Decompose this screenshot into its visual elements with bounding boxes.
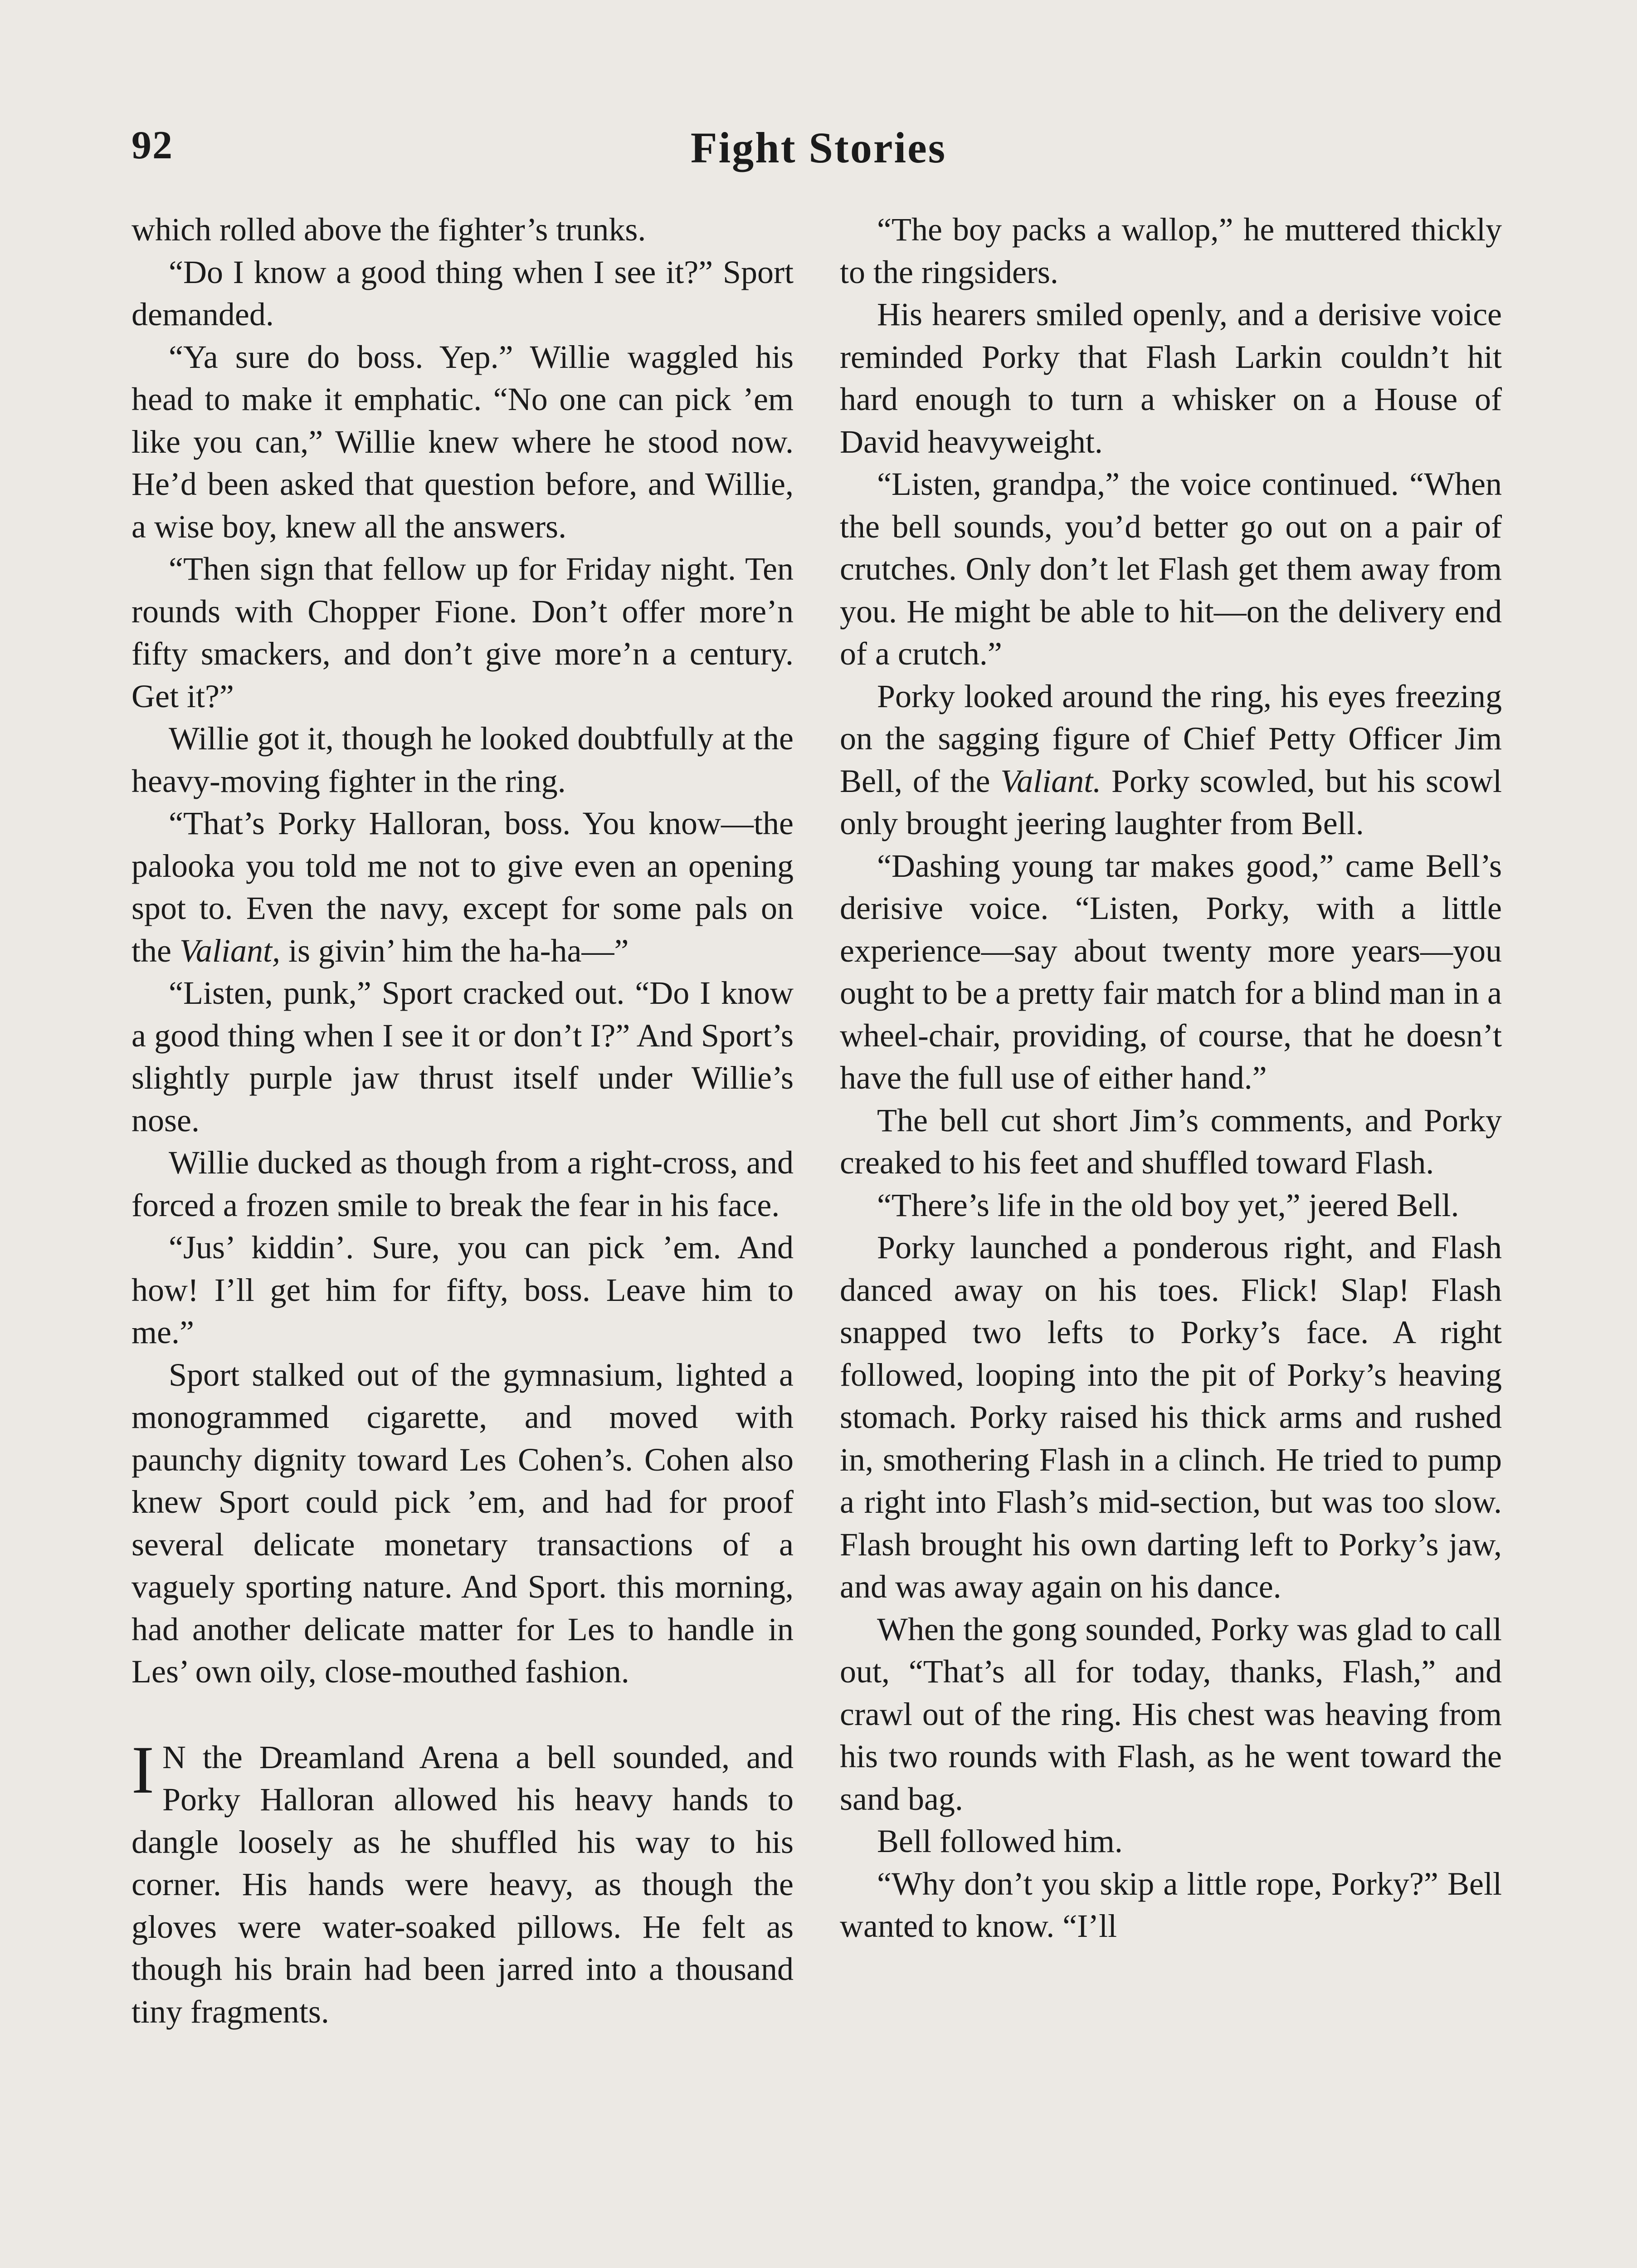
- paragraph: “Listen, punk,” Sport cracked out. “Do I know a good thing when I see it or don’t I?” And Sport’s slightly purple jaw thrust itself under Willie’s nose.: [132, 975, 794, 1139]
- section-break: [132, 1693, 794, 1736]
- paragraph: “Why don’t you skip a little rope, Porky?” Bell wanted to know. “I’ll: [840, 1865, 1502, 1944]
- paragraph: “The boy packs a wallop,” he muttered thickly to the ringsiders.: [840, 211, 1502, 290]
- paragraph: “Jus’ kiddin’. Sure, you can pick ’em. And how! I’ll get him for fifty, boss. Leave him to me.”: [132, 1229, 794, 1350]
- paragraph: Willie got it, though he looked doubtfully at the heavy-moving fighter in the ring.: [132, 720, 794, 799]
- paragraph: [132, 802, 794, 972]
- paragraph: Porky launched a ponderous right, and Flash danced away on his toes. Flick! Slap! Flash snapped two lefts to Porky’s face. A right followed, looping into the pit of Porky’s heaving stomach. Porky raised his thick arms and rushed in, smothering Flash in a clinch. He tried to pump a right into Flash’s mid-section, but was too slow. Flash brought his own darting left to Porky’s jaw, and was away again on his dance.: [840, 1229, 1502, 1605]
- paragraph: “Listen, grandpa,” the voice continued. “When the bell sounds, you’d better go out on a pair of crutches. Only don’t let Flash get them away from you. He might be able to hit—on the delivery end of a crutch.”: [840, 466, 1502, 672]
- drop-cap: I: [132, 1732, 154, 1808]
- paragraph: Sport stalked out of the gymnasium, lighted a monogrammed cigarette, and moved with paunchy dignity toward Les Cohen’s. Cohen also knew Sport could pick ’em, and had for proof several delicate monetary transactions of a vaguely sporting nature. And Sport. this morning, had another delicate matter for Les to handle in Les’ own oily, close-mouthed fashion.: [132, 1356, 794, 1690]
- paragraph: which rolled above the fighter’s trunks.: [132, 211, 646, 248]
- section-opening-paragraph: [132, 1732, 794, 2033]
- paragraph: “Do I know a good thing when I see it?” Sport demanded.: [132, 254, 794, 332]
- italic-ship-name: Valiant,: [179, 932, 280, 969]
- text-run: Porky looked around the ring, his eyes freezing on the sagging figure of Chief Petty Officer Jim Bell, of the: [840, 678, 1502, 799]
- text-run: “That’s Porky Halloran, boss. You know—the palooka you told me not to give even an opening spot to. Even the navy, except for some pals on the: [132, 805, 794, 969]
- right-column: [840, 209, 1502, 1948]
- paragraph: Willie ducked as though from a right-cross, and forced a frozen smile to break the fear in his face.: [132, 1144, 794, 1223]
- paragraph: Bell followed him.: [877, 1823, 1123, 1859]
- paragraph: When the gong sounded, Porky was glad to call out, “That’s all for today, thanks, Flash,” and crawl out of the ring. His chest was heaving from his two rounds with Flash, as he went toward the sand bag.: [840, 1611, 1502, 1817]
- paragraph: “Dashing young tar makes good,” came Bell’s derisive voice. “Listen, Porky, with a little experience—say about twenty more years—you ought to be a pretty fair match for a blind man in a wheel-chair, providing, of course, that he doesn’t have the full use of either hand.”: [840, 847, 1502, 1096]
- paragraph: “Ya sure do boss. Yep.” Willie waggled his head to make it emphatic. “No one can pick ’em like you can,” Willie knew where he stood now. He’d been asked that question before, and Willie, a wise boy, knew all the answers.: [132, 338, 794, 545]
- text-run: Porky scowled, but his scowl only brought jeering laughter from Bell.: [840, 763, 1502, 841]
- running-head: Fight Stories: [690, 123, 947, 172]
- paragraph: [840, 675, 1502, 845]
- paragraph: “Then sign that fellow up for Friday night. Ten rounds with Chopper Fione. Don’t offer more’n fifty smackers, and don’t give more’n a century. Get it?”: [132, 551, 794, 714]
- paragraph: His hearers smiled openly, and a derisive voice reminded Porky that Flash Larkin couldn’t hit hard enough to turn a whisker on a House of David heavyweight.: [840, 296, 1502, 460]
- paragraph: “There’s life in the old boy yet,” jeered Bell.: [877, 1187, 1459, 1223]
- paragraph: The bell cut short Jim’s comments, and Porky creaked to his feet and shuffled toward Flash.: [840, 1102, 1502, 1181]
- text-run: is givin’ him the ha-ha—”: [280, 932, 629, 969]
- text-run: N the Dreamland Arena a bell sounded, and Porky Halloran allowed his heavy hands to dangle loosely as he shuffled his way to his corner. His hands were heavy, as though the gloves were water-soaked pillows. He felt as though his brain had been jarred into a thousand tiny fragments.: [132, 1739, 794, 2030]
- left-column: [132, 209, 794, 2033]
- italic-ship-name: Valiant.: [1000, 763, 1101, 799]
- page-number: 92: [132, 123, 173, 167]
